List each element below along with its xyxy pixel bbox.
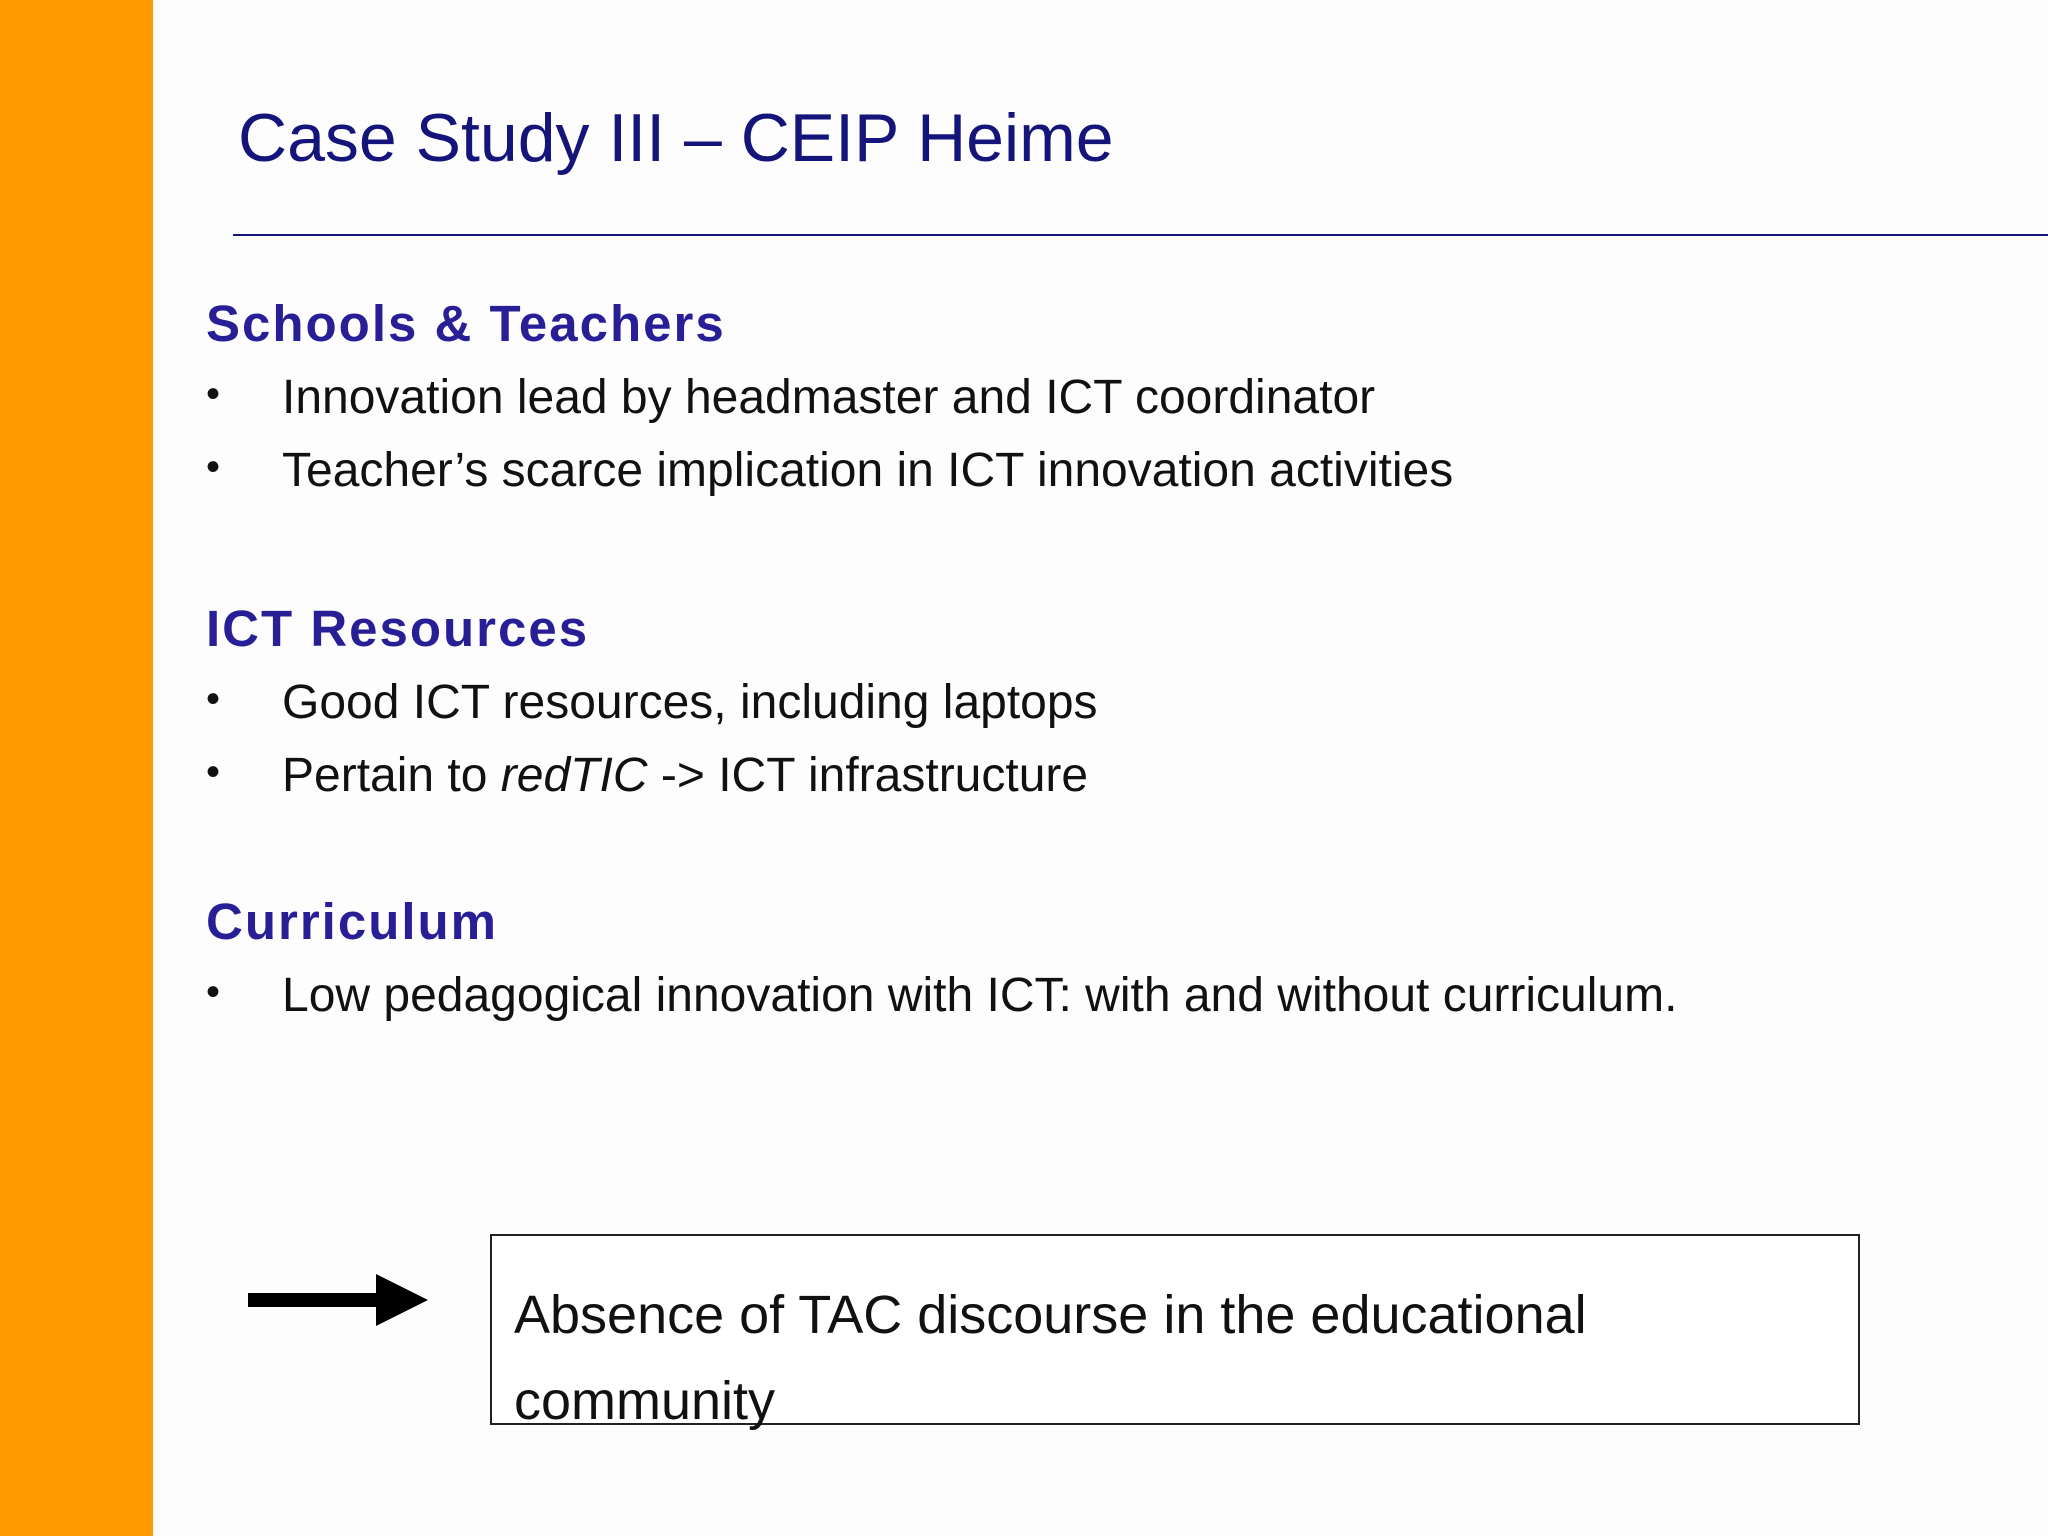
bullet-icon: •	[206, 445, 221, 489]
title-divider	[233, 234, 2048, 236]
bullet-text	[282, 749, 1089, 802]
section-heading-schools-teachers: Schools & Teachers	[206, 295, 726, 352]
bullet-text: Good ICT resources, including laptops	[282, 676, 1098, 729]
bullet-icon: •	[206, 677, 221, 721]
bullet-text: Innovation lead by headmaster and ICT coordinator	[282, 371, 1376, 424]
bullet-icon: •	[206, 372, 221, 416]
conclusion-text: Absence of TAC discourse in the educational community	[514, 1285, 1587, 1431]
bullet-text-suffix: -> ICT infrastructure	[647, 749, 1089, 802]
bullet-icon: •	[206, 750, 221, 794]
bullet-icon: •	[206, 970, 221, 1014]
right-arrow-icon	[248, 1274, 428, 1326]
bullet-text: Teacher’s scarce implication in ICT innovation activities	[282, 444, 1454, 497]
bullet-text: Low pedagogical innovation with ICT: with and without curriculum.	[282, 969, 1678, 1022]
section-heading-curriculum: Curriculum	[206, 893, 499, 950]
bullet-text-italic: redTIC	[500, 749, 648, 802]
left-accent-bar	[0, 0, 153, 1536]
conclusion-box	[490, 1234, 1860, 1431]
slide-title: Case Study III – CEIP Heime	[238, 100, 1114, 176]
bullet-text-prefix: Pertain to	[282, 749, 501, 802]
section-heading-ict-resources: ICT Resources	[206, 600, 590, 657]
